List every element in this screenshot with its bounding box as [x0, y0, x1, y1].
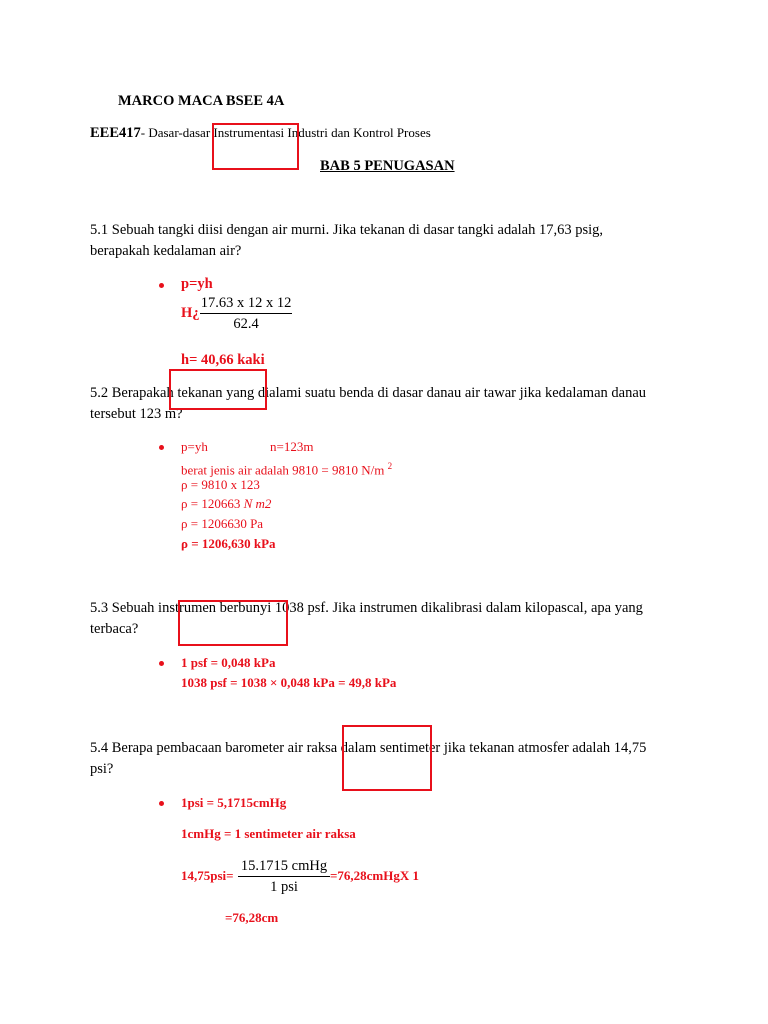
annotation-box [212, 123, 299, 170]
bullet-icon [159, 661, 164, 666]
q2-formula: p=yh [181, 439, 208, 454]
q2-step4: ρ = 1206630 Pa [181, 516, 264, 531]
q1-answer: h= 40,66 kaki [181, 352, 265, 368]
q3-question-line1: 5.3 Sebuah instrumen berbunyi 1038 psf. Jika instrumen dikalibrasi dalam kilopascal, apa yang [90, 600, 643, 616]
q4-question-line1: 5.4 Berapa pembacaan barometer air raksa dalam sentimeter jika tekanan atmosfer adalah 14,75 [90, 740, 647, 756]
q2-question-line2: tersebut 123 m? [90, 406, 183, 422]
q2-answer: ρ = 1206,630 kPa [181, 536, 276, 551]
fraction-bar [238, 876, 330, 877]
q4-step3-prefix: 14,75psi= [181, 868, 234, 883]
q1-question-line1: 5.1 Sebuah tangki diisi dengan air murni. Jika tekanan di dasar tangki adalah 17,63 psig, [90, 222, 604, 238]
q4-fraction-numerator: 15.1715 cmHg [240, 858, 328, 874]
course-title: - Dasar-dasar Instrumentasi Industri dan Kontrol Proses [140, 125, 431, 140]
q4-question-line2: psi? [90, 761, 114, 777]
q4-fraction-denominator: 1 psi [270, 879, 298, 895]
q2-step3 [181, 495, 271, 513]
q2-step1-superscript: 2 [387, 461, 393, 471]
q4-step3-suffix: =76,28cmHgX 1 [330, 868, 420, 883]
q4-step2: 1cmHg = 1 sentimeter air raksa [181, 826, 356, 841]
q3-question-line2: terbaca? [90, 621, 139, 637]
q2-question-line1: 5.2 Berapakah tekanan yang dialami suatu benda di dasar danau air tawar jika kedalaman danau [90, 385, 647, 401]
q2-step3-unit: N m2 [243, 496, 272, 511]
bullet-icon [159, 801, 164, 806]
q4-fraction [238, 857, 330, 896]
q1-fraction-denominator: 62.4 [233, 316, 259, 332]
q2-step1-text: berat jenis air adalah 9810 = 9810 N/m [181, 462, 385, 478]
q2-given: n=123m [270, 439, 314, 454]
q2-step3-prefix: ρ = 120663 [181, 496, 244, 511]
q4-step1: 1psi = 5,1715cmHg [181, 795, 287, 810]
q1-question-line2: berapakah kedalaman air? [90, 243, 242, 259]
q4-answer: =76,28cm [225, 910, 279, 925]
course-code: EEE417 [90, 125, 141, 141]
q3-step1: 1 psf = 0,048 kPa [181, 655, 276, 670]
q1-fraction-numerator: 17.63 x 12 x 12 [200, 295, 292, 311]
bullet-icon [159, 445, 164, 450]
q1-fraction [200, 294, 292, 333]
author-line: MARCO MACA BSEE 4A [118, 93, 285, 109]
annotation-box [169, 369, 267, 410]
annotation-box [178, 600, 288, 646]
q1-h-label: H¿ [181, 305, 200, 321]
annotation-box [342, 725, 432, 791]
fraction-bar [200, 313, 292, 314]
q3-answer: 1038 psf = 1038 × 0,048 kPa = 49,8 kPa [181, 675, 397, 690]
chapter-title: BAB 5 PENUGASAN [320, 158, 455, 174]
q1-formula: p=yh [181, 276, 213, 292]
bullet-icon [159, 283, 164, 288]
q2-step2: ρ = 9810 x 123 [181, 477, 260, 492]
